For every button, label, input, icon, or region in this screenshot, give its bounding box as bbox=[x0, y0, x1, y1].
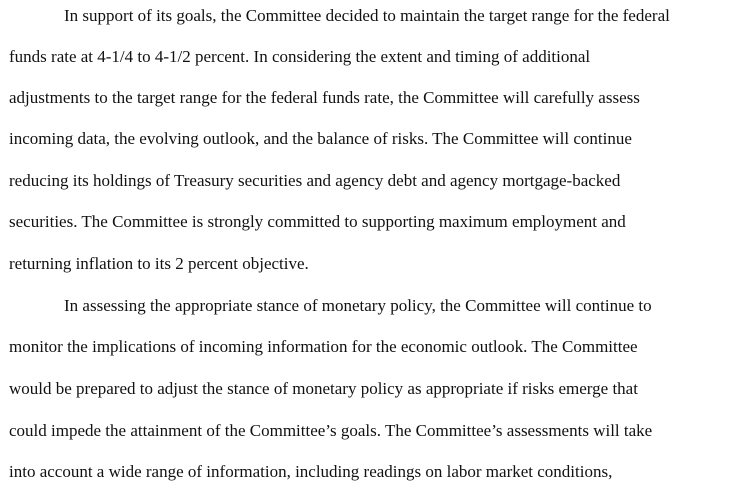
paragraph-1-line-2: funds rate at 4-1/4 to 4-1/2 percent. In considering the extent and timing of additional bbox=[9, 47, 591, 66]
paragraph-1-line-4: incoming data, the evolving outlook, and the balance of risks. The Committee will continue bbox=[9, 129, 632, 148]
paragraph-2-line-4: could impede the attainment of the Committee’s goals. The Committee’s assessments will take bbox=[9, 421, 653, 440]
paragraph-1-line-5: reducing its holdings of Treasury securities and agency debt and agency mortgage-backed bbox=[9, 171, 621, 190]
paragraph-2-line-3: would be prepared to adjust the stance of monetary policy as appropriate if risks emerge that bbox=[9, 379, 638, 398]
paragraph-2-line-5: into account a wide range of information, including readings on labor market conditions, bbox=[9, 462, 613, 481]
paragraph-2-line-1: In assessing the appropriate stance of monetary policy, the Committee will continue to bbox=[64, 296, 652, 315]
paragraph-2-line-2: monitor the implications of incoming information for the economic outlook. The Committee bbox=[9, 337, 638, 356]
paragraph-1-line-6: securities. The Committee is strongly committed to supporting maximum employment and bbox=[9, 212, 626, 231]
paragraph-1-line-3: adjustments to the target range for the federal funds rate, the Committee will carefully assess bbox=[9, 88, 640, 107]
bottom-fade bbox=[0, 482, 740, 500]
paragraph-1-line-1: In support of its goals, the Committee decided to maintain the target range for the federal bbox=[64, 6, 670, 25]
paragraph-1-line-7: returning inflation to its 2 percent objective. bbox=[9, 254, 309, 273]
